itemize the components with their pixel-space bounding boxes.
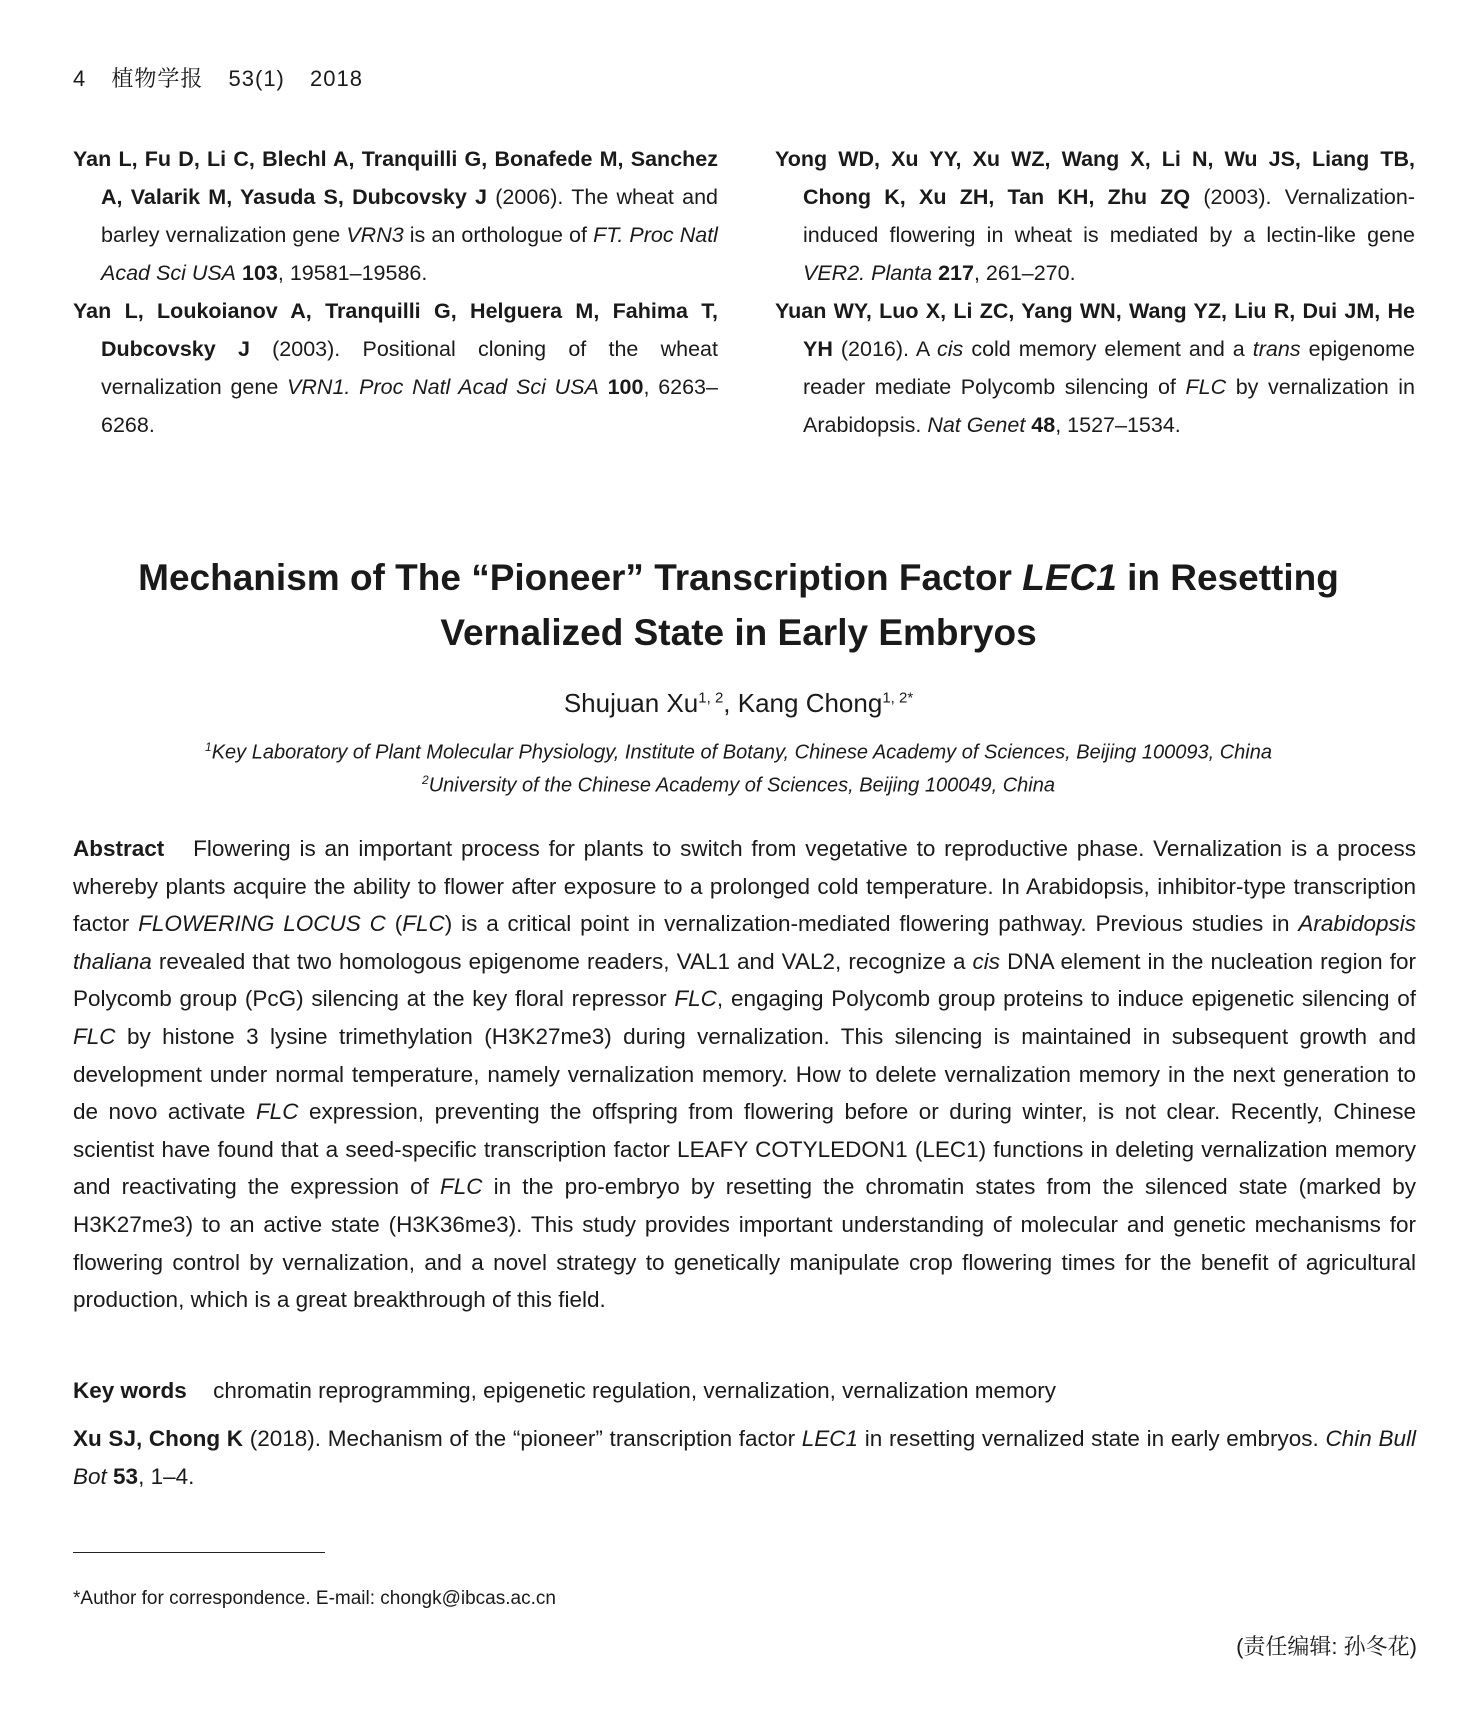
references-left-column	[73, 140, 718, 444]
author-name: Kang Chong	[737, 688, 883, 718]
footnote-divider	[73, 1552, 325, 1553]
author-list: Shujuan Xu$^{1, 2}$, Kang Chong$^{1, 2*}$	[563, 688, 914, 718]
abstract-label: Abstract	[73, 836, 165, 861]
author-name: Shujuan Xu	[563, 688, 699, 718]
affiliation: $^2$University of the Chinese Academy of Sciences, Beijing 100049, China	[422, 773, 1055, 797]
journal-year: 2018	[310, 66, 363, 91]
keywords: Key words chromatin reprogramming, epigenetic regulation, vernalization, vernalization memory	[73, 1378, 1056, 1403]
journal-volume: 53(1)	[228, 66, 285, 91]
affiliation: $^1$Key Laboratory of Plant Molecular Physiology, Institute of Botany, Chinese Academy of Sciences, Beijing 100093, China	[205, 740, 1272, 764]
journal-name: 植物学报	[111, 66, 204, 91]
citation: Xu SJ, Chong K (2018). Mechanism of the “pioneer” transcription factor LEC1 in resetting vernalized state in early embryos. Chin Bull Bot 53, 1–4.	[73, 1426, 1416, 1489]
running-header	[73, 62, 381, 93]
abstract: Abstract Flowering is an important process for plants to switch from vegetative to reproductive phase. Vernalization is a process whereby plants acquire the ability to flower after exposure to a prolonged cold temperature. In Arabidopsis, inhibitor-type transcription factor FLOWERING LOCUS C (FLC) is a critical point in vernalization-mediated flowering pathway. Previous studies in Arabidopsis thaliana revealed that two homologous epigenome readers, VAL1 and VAL2, recognize a cis DNA element in the nucleation region for Polycomb group (PcG) silencing at the key floral repressor FLC, engaging Polycomb group proteins to induce epigenetic silencing of FLC by histone 3 lysine trimethylation (H3K27me3) during vernalization. This silencing is maintained in subsequent growth and development under normal temperature, namely vernalization memory. How to delete vernalization memory in the next generation to de novo activate FLC expression, preventing the offspring from flowering before or during winter, is not clear. Recently, Chinese scientist have found that a seed-specific transcription factor LEAFY COTYLEDON1 (LEC1) functions in deleting vernalization memory and reactivating the expression of FLC in the pro-embryo by resetting the chromatin states from the silenced state (marked by H3K27me3) to an active state (H3K36me3). This study provides important understanding of molecular and genetic mechanisms for flowering control by vernalization, and a novel strategy to genetically manipulate crop flowering times for the benefit of agricultural production, which is a great breakthrough of this field.	[73, 836, 1417, 1313]
keywords-label: Key words	[73, 1378, 187, 1403]
references-right-column	[775, 140, 1415, 444]
correspondence-footnote: *Author for correspondence. E-mail: chongk@ibcas.ac.cn	[73, 1588, 556, 1609]
article-title: Mechanism of The “Pioneer” Transcription Factor LEC1 in Resetting Vernalized State in Early Embryos	[138, 557, 1339, 653]
reference-item: Yuan WY, Luo X, Li ZC, Yang WN, Wang YZ, Liu R, Dui JM, He YH (2016). A cis cold memory element and a trans epigenome reader mediate Polycomb silencing of FLC by vernalization in Arabidopsis. Nat Genet 48, 1527–1534.	[775, 299, 1415, 437]
reference-item: Yan L, Loukoianov A, Tranquilli G, Helguera M, Fahima T, Dubcovsky J (2003). Positional cloning of the wheat vernalization gene VRN1. Proc Natl Acad Sci USA 100, 6263–6268.	[73, 299, 718, 437]
responsible-editor: (责任编辑: 孙冬花)	[1236, 1634, 1417, 1659]
reference-item: Yan L, Fu D, Li C, Blechl A, Tranquilli G, Bonafede M, Sanchez A, Valarik M, Yasuda S, Dubcovsky J (2006). The wheat and barley vernalization gene VRN3 is an orthologue of FT. Proc Natl Acad Sci USA 103, 19581–19586.	[73, 147, 718, 285]
page-number: 4	[73, 66, 87, 91]
reference-item: Yong WD, Xu YY, Xu WZ, Wang X, Li N, Wu JS, Liang TB, Chong K, Xu ZH, Tan KH, Zhu ZQ (2003). Vernalization-induced flowering in wheat is mediated by a lectin-like gene VER2. Planta 217, 261–270.	[775, 147, 1416, 285]
